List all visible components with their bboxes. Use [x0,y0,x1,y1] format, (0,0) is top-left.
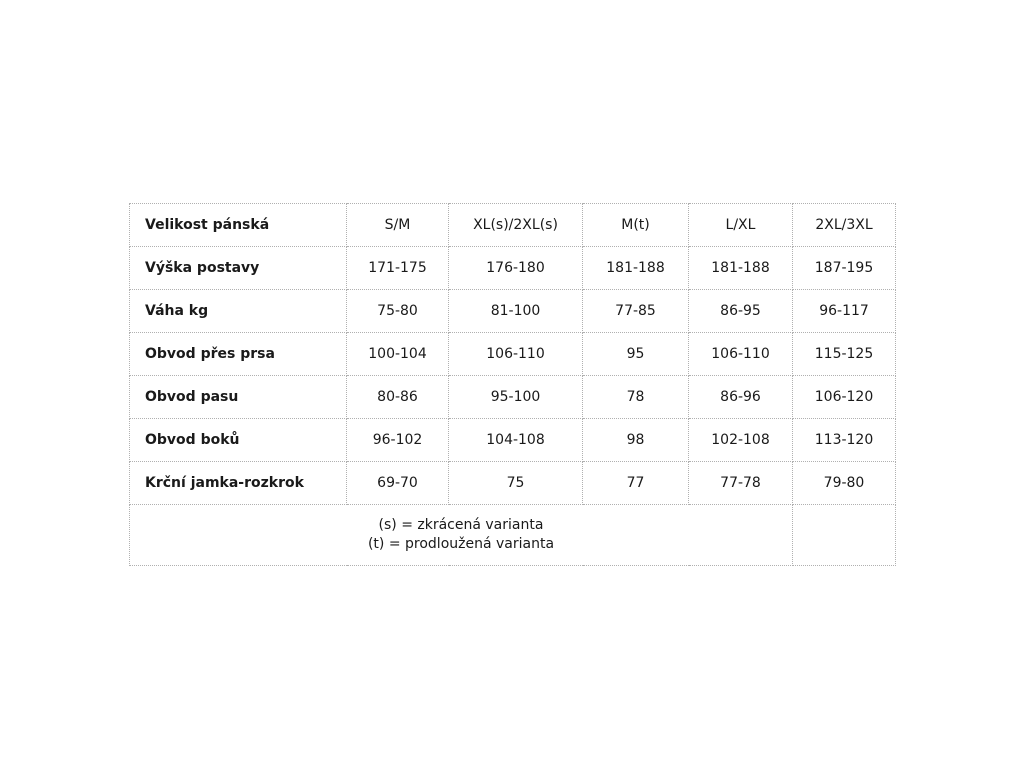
table-cell: 106-110 [449,333,583,376]
note-long-variant: (t) = prodloužená varianta [367,536,555,552]
table-header-row [130,204,896,247]
row-label: Obvod boků [130,419,347,462]
size-chart-table [129,203,896,566]
table-row [130,419,896,462]
table-cell: 187-195 [793,247,896,290]
table-cell: 79-80 [793,462,896,505]
table-row [130,376,896,419]
table-cell: 77-78 [689,462,793,505]
table-cell: 75 [449,462,583,505]
table-cell: 98 [583,419,689,462]
table-cell: 181-188 [583,247,689,290]
size-header: 2XL/3XL [793,204,896,247]
table-row [130,333,896,376]
table-cell: 100-104 [347,333,449,376]
size-header: M(t) [583,204,689,247]
notes-cell [130,505,793,566]
table-cell: 115-125 [793,333,896,376]
row-label: Obvod přes prsa [130,333,347,376]
table-cell: 80-86 [347,376,449,419]
table-cell: 77-85 [583,290,689,333]
table-cell: 106-110 [689,333,793,376]
table-cell: 75-80 [347,290,449,333]
table-cell: 106-120 [793,376,896,419]
row-label: Krční jamka-rozkrok [130,462,347,505]
table-row [130,290,896,333]
size-header: S/M [347,204,449,247]
table-row [130,247,896,290]
note-short-variant: (s) = zkrácená varianta [378,517,544,533]
table-cell: 69-70 [347,462,449,505]
table-cell: 86-95 [689,290,793,333]
table-cell: 181-188 [689,247,793,290]
table-cell: 104-108 [449,419,583,462]
row-label: Výška postavy [130,247,347,290]
size-header: L/XL [689,204,793,247]
table-cell: 95-100 [449,376,583,419]
table-cell: 171-175 [347,247,449,290]
table-cell: 96-117 [793,290,896,333]
size-header: XL(s)/2XL(s) [449,204,583,247]
table-cell: 96-102 [347,419,449,462]
header-label: Velikost pánská [130,204,347,247]
table-cell: 113-120 [793,419,896,462]
table-cell: 81-100 [449,290,583,333]
notes-row [130,505,896,566]
table-cell: 102-108 [689,419,793,462]
table-cell: 95 [583,333,689,376]
table-cell: 77 [583,462,689,505]
table-cell: 78 [583,376,689,419]
table-row [130,462,896,505]
empty-cell [793,505,896,566]
table-cell: 176-180 [449,247,583,290]
table-cell: 86-96 [689,376,793,419]
row-label: Obvod pasu [130,376,347,419]
row-label: Váha kg [130,290,347,333]
